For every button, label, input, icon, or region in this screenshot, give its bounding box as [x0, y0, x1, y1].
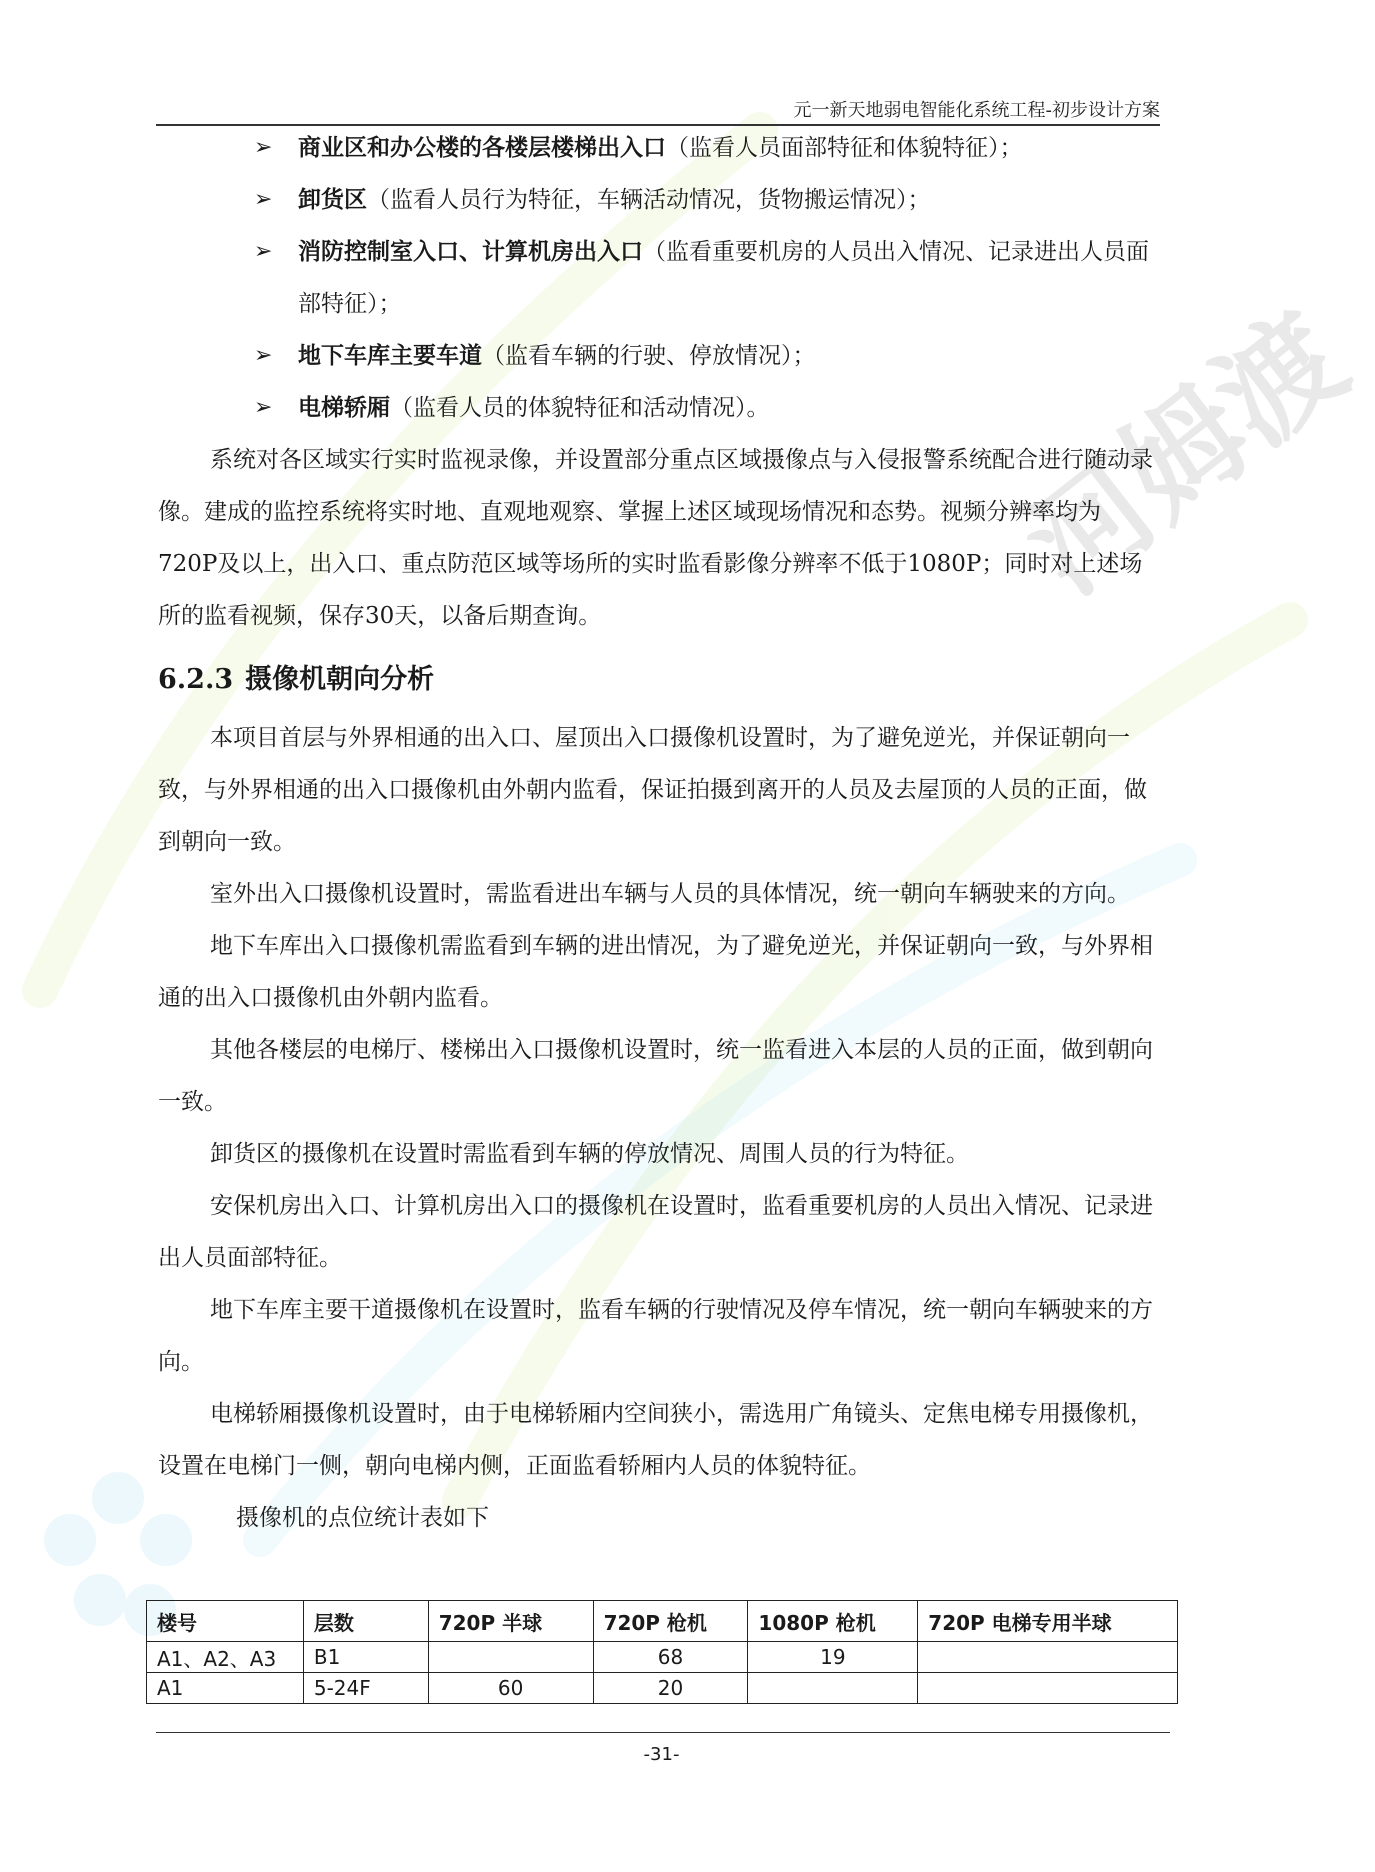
- bullet-item: [158, 174, 1158, 226]
- camera-stats-table: [146, 1600, 1178, 1704]
- table-cell: 5-24F: [303, 1673, 428, 1704]
- table-cell: B1: [303, 1642, 428, 1673]
- body-paragraph: 电梯轿厢摄像机设置时，由于电梯轿厢内空间狭小，需选用广角镜头、定焦电梯专用摄像机，设置在电梯门一侧，朝向电梯内侧，正面监看轿厢内人员的体貌特征。: [158, 1401, 1153, 1479]
- table-row: [147, 1673, 1178, 1704]
- body-paragraph: 本项目首层与外界相通的出入口、屋顶出入口摄像机设置时，为了避免逆光，并保证朝向一致，与外界相通的出入口摄像机由外朝内监看，保证拍摄到离开的人员及去屋顶的人员的正面，做到朝向一致。: [158, 725, 1147, 855]
- table-cell: A1: [147, 1673, 304, 1704]
- watermark-brand-cn: 河姆渡: [1001, 288, 1372, 620]
- col-header-720p-bullet: 720P 枪机: [593, 1601, 748, 1642]
- arrow-bullet-icon: ➢: [254, 395, 273, 420]
- col-header-720p-dome: 720P 半球: [428, 1601, 593, 1642]
- body-paragraph: 室外出入口摄像机设置时，需监看进出车辆与人员的具体情况，统一朝向车辆驶来的方向。: [210, 881, 1130, 907]
- intro-paragraph: 系统对各区域实行实时监视录像，并设置部分重点区域摄像点与入侵报警系统配合进行随动录像。建成的监控系统将实时地、直观地观察、掌握上述区域现场情况和态势。视频分辨率均为720P及以上，出入口、重点防范区域等场所的实时监看影像分辨率不低于1080P；同时对上述场所的监看视频，保存30天，以备后期查询。: [158, 447, 1153, 629]
- table-cell: A1、A2、A3: [147, 1642, 304, 1673]
- document-title: 元一新天地弱电智能化系统工程-初步设计方案: [793, 100, 1160, 121]
- arrow-bullet-icon: ➢: [254, 187, 273, 212]
- bullet-item: [158, 330, 1158, 382]
- arrow-bullet-icon: ➢: [254, 239, 273, 264]
- section-number: 6.2.3: [158, 664, 234, 695]
- bullet-bold: 商业区和办公楼的各楼层楼梯出入口: [298, 134, 666, 161]
- bullet-text: （监看人员面部特征和体貌特征）；: [666, 135, 1023, 161]
- bullet-text: （监看人员的体貌特征和活动情况）。: [390, 395, 770, 421]
- bullet-text: （监看人员行为特征，车辆活动情况，货物搬运情况）；: [367, 187, 931, 213]
- table-header-row: [147, 1601, 1178, 1642]
- bullet-item: [158, 226, 1158, 330]
- col-header-floors: 层数: [303, 1601, 428, 1642]
- table-cell: 20: [593, 1673, 748, 1704]
- bullet-text: （监看重要机房的人员出入情况、记录进出人员面部特征）；: [298, 239, 1149, 317]
- arrow-bullet-icon: ➢: [254, 135, 273, 160]
- table-caption: 摄像机的点位统计表如下: [236, 1505, 489, 1531]
- section-heading: [158, 652, 1158, 708]
- bullet-item: [158, 122, 1158, 174]
- bullet-bold: 消防控制室入口、计算机房出入口: [298, 238, 643, 265]
- body-paragraph: 安保机房出入口、计算机房出入口的摄像机在设置时，监看重要机房的人员出入情况、记录进出人员面部特征。: [158, 1193, 1153, 1271]
- col-header-720p-elevator-dome: 720P 电梯专用半球: [918, 1601, 1178, 1642]
- body-paragraph: 地下车库出入口摄像机需监看到车辆的进出情况，为了避免逆光，并保证朝向一致，与外界相通的出入口摄像机由外朝内监看。: [158, 933, 1153, 1011]
- body-paragraph: 地下车库主要干道摄像机在设置时，监看车辆的行驶情况及停车情况，统一朝向车辆驶来的方向。: [158, 1297, 1153, 1375]
- bullet-bold: 电梯轿厢: [298, 394, 390, 421]
- section-title: 摄像机朝向分析: [245, 664, 435, 695]
- table-cell: 60: [428, 1673, 593, 1704]
- footer-divider: [156, 1732, 1170, 1733]
- watermark-flower-petal: [44, 1514, 96, 1566]
- col-header-1080p-bullet: 1080P 枪机: [748, 1601, 918, 1642]
- table-cell: [918, 1673, 1178, 1704]
- bullet-bold: 卸货区: [298, 186, 367, 213]
- watermark-flower-petal: [74, 1574, 126, 1626]
- table-cell: [918, 1642, 1178, 1673]
- watermark-flower-petal: [92, 1472, 144, 1524]
- body-paragraph: 其他各楼层的电梯厅、楼梯出入口摄像机设置时，统一监看进入本层的人员的正面，做到朝向一致。: [158, 1037, 1153, 1115]
- table-row: [147, 1642, 1178, 1673]
- page-content: [158, 122, 1158, 1544]
- table-cell: 68: [593, 1642, 748, 1673]
- arrow-bullet-icon: ➢: [254, 343, 273, 368]
- bullet-bold: 地下车库主要车道: [298, 342, 482, 369]
- page-number: -31-: [643, 1744, 680, 1765]
- table-cell: [428, 1642, 593, 1673]
- bullet-item: [158, 382, 1158, 434]
- table-cell: 19: [748, 1642, 918, 1673]
- col-header-building: 楼号: [147, 1601, 304, 1642]
- body-paragraph: 卸货区的摄像机在设置时需监看到车辆的停放情况、周围人员的行为特征。: [210, 1141, 969, 1167]
- table-cell: [748, 1673, 918, 1704]
- bullet-text: （监看车辆的行驶、停放情况）；: [482, 343, 816, 369]
